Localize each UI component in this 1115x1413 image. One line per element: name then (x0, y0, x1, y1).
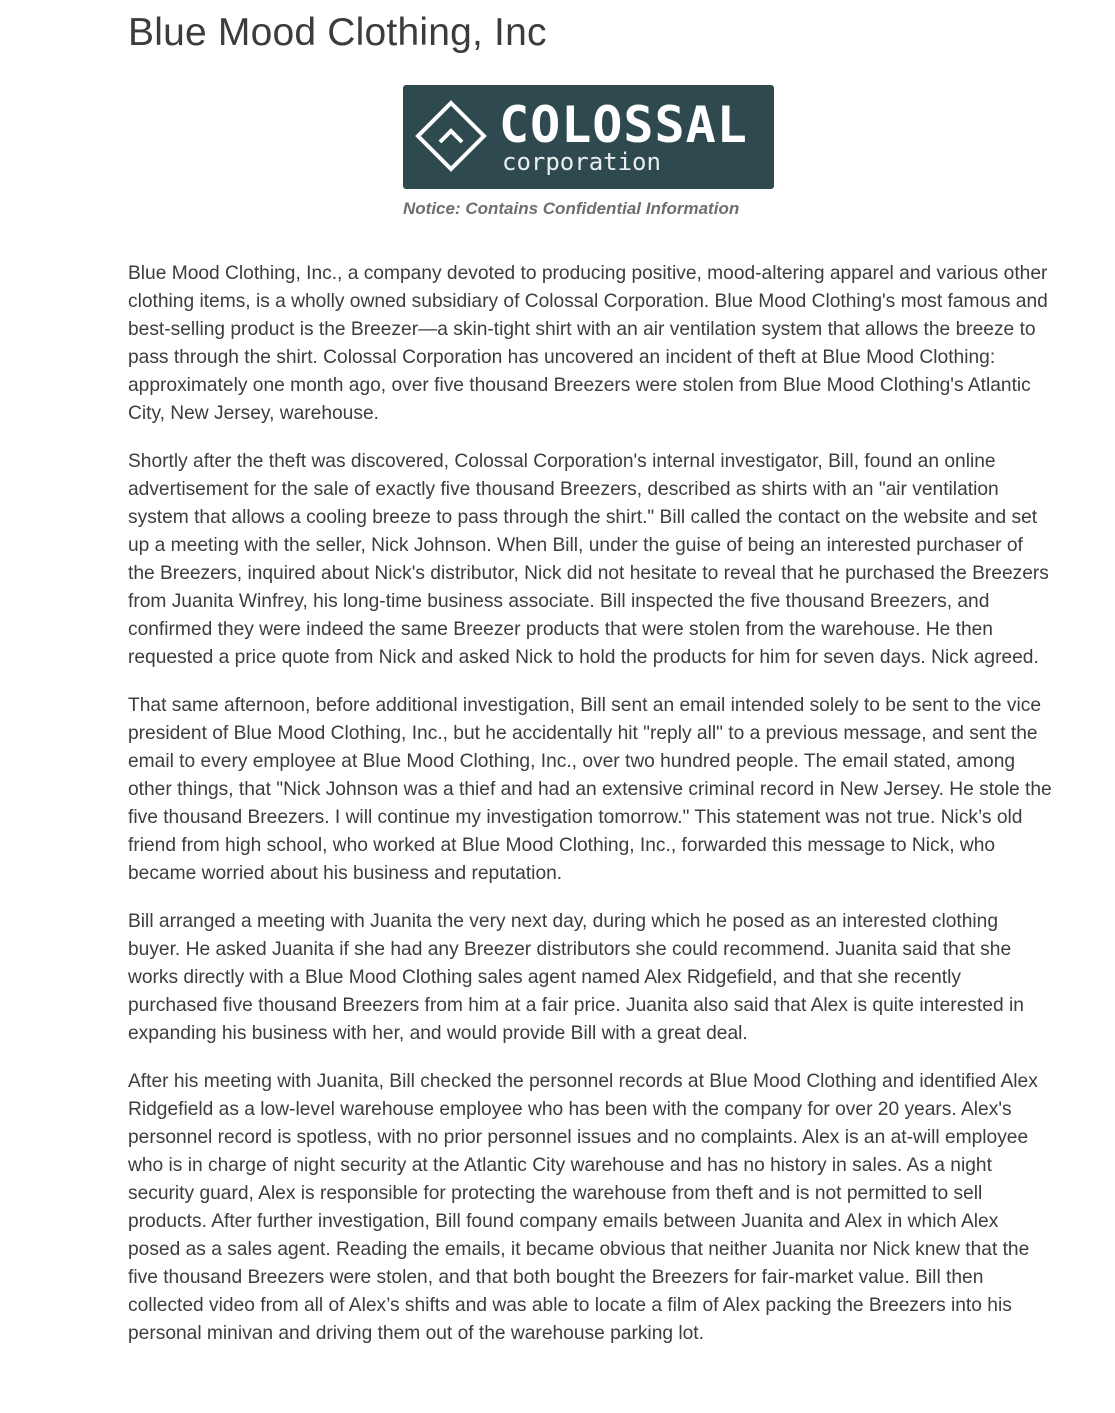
logo-block (403, 85, 774, 220)
page-title: Blue Mood Clothing, Inc (128, 11, 547, 54)
body-text (128, 260, 1053, 1368)
paragraph: After his meeting with Juanita, Bill checked the personnel records at Blue Mood Clothing and identified Alex Ridgefield as a low-level warehouse employee who has been with the company for over 20 years. Alex's personnel record is spotless, with no prior personnel issues and no complaints. Alex is an at-will employee who is in charge of night security at the Atlantic City warehouse and has no history in sales. As a night security guard, Alex is responsible for protecting the warehouse from theft and is not permitted to sell products. After further investigation, Bill found company emails between Juanita and Alex in which Alex posed as a sales agent. Reading the emails, it became obvious that neither Juanita nor Nick knew that the five thousand Breezers were stolen, and that both bought the Breezers for fair-market value. Bill then collected video from all of Alex’s shifts and was able to locate a film of Alex packing the Breezers into his personal minivan and driving them out of the warehouse parking lot. (128, 1071, 1038, 1344)
logo-name: COLOSSAL (499, 96, 748, 154)
document (128, 0, 1053, 1344)
diamond-chevron-icon (415, 100, 487, 172)
paragraph: Bill arranged a meeting with Juanita the very next day, during which he posed as an interested clothing buyer. He asked Juanita if she had any Breezer distributors she could recommend. Juanita said that she works directly with a Blue Mood Clothing sales agent named Alex Ridgefield, and that she recently purchased five thousand Breezers from him at a fair price. Juanita also said that Alex is quite interested in expanding his business with her, and would provide Bill with a great deal. (128, 911, 1024, 1044)
paragraph: Blue Mood Clothing, Inc., a company devoted to producing positive, mood-altering apparel and various other clothing items, is a wholly owned subsidiary of Colossal Corporation. Blue Mood Clothing's most famous and best-selling product is the Breezer—a skin-tight shirt with an air ventilation system that allows the breeze to pass through the shirt. Colossal Corporation has uncovered an incident of theft at Blue Mood Clothing: approximately one month ago, over five thousand Breezers were stolen from Blue Mood Clothing's Atlantic City, New Jersey, warehouse. (128, 263, 1048, 424)
paragraph: Shortly after the theft was discovered, Colossal Corporation's internal investigator, Bill, found an online advertisement for the sale of exactly five thousand Breezers, described as shirts with an "air ventilation system that allows a cooling breeze to pass through the shirt." Bill called the contact on the website and set up a meeting with the seller, Nick Johnson. When Bill, under the guise of being an interested purchaser of the Breezers, inquired about Nick's distributor, Nick did not hesitate to reveal that he purchased the Breezers from Juanita Winfrey, his long-time business associate. Bill inspected the five thousand Breezers, and confirmed they were indeed the same Breezer products that were stolen from the warehouse. He then requested a price quote from Nick and asked Nick to hold the products for him for seven days. Nick agreed. (128, 451, 1049, 668)
confidential-notice: Notice: Contains Confidential Information (403, 199, 740, 218)
paragraph: That same afternoon, before additional investigation, Bill sent an email intended solely to be sent to the vice president of Blue Mood Clothing, Inc., but he accidentally hit "reply all" to a previous message, and sent the email to every employee at Blue Mood Clothing, Inc., over two hundred people. The email stated, among other things, that "Nick Johnson was a thief and had an extensive criminal record in New Jersey. He stole the five thousand Breezers. I will continue my investigation tomorrow." This statement was not true. Nick’s old friend from high school, who worked at Blue Mood Clothing, Inc., forwarded this message to Nick, who became worried about his business and reputation. (128, 695, 1052, 884)
company-logo (403, 85, 774, 189)
logo-subtitle: corporation (502, 148, 661, 176)
